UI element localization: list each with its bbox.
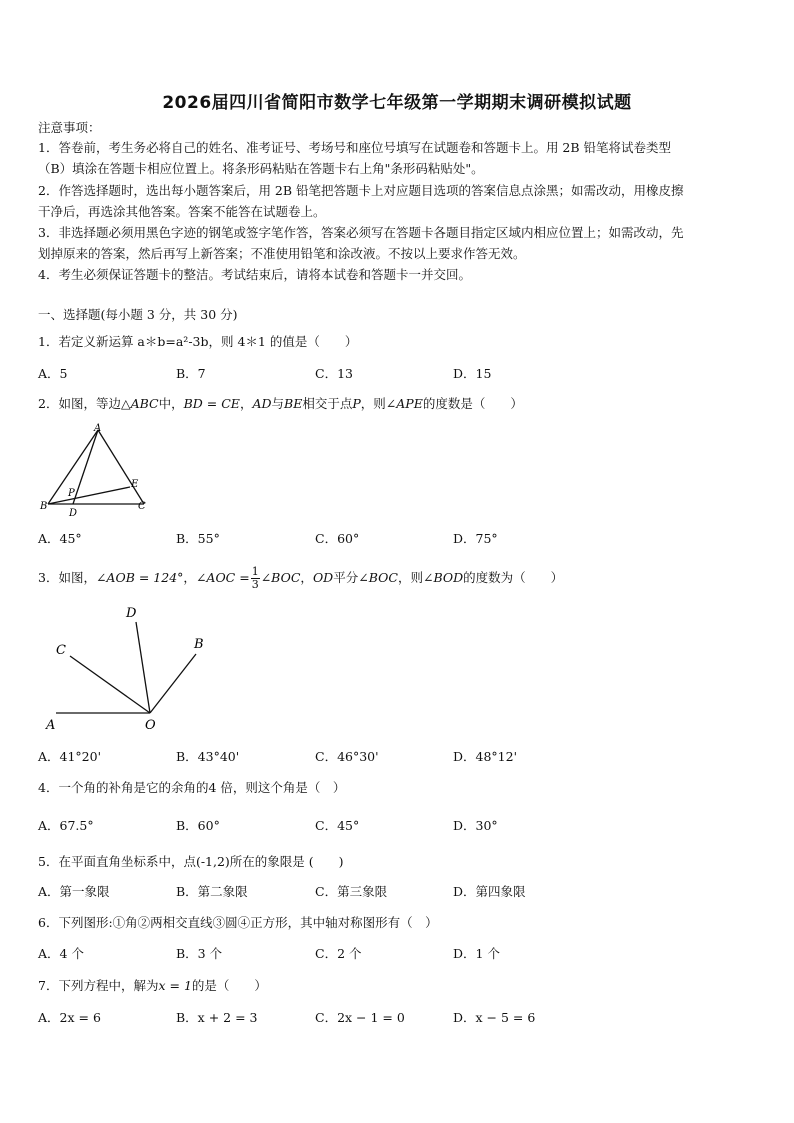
q5-option-a[interactable]: A．第一象限 — [38, 884, 110, 899]
q6-option-d[interactable]: D．1 个 — [453, 946, 500, 961]
stem-text: ，则 — [397, 570, 423, 585]
stem-math: ∠BOC — [260, 570, 301, 585]
q3-angle-figure — [38, 598, 228, 738]
q6-option-c[interactable]: C．2 个 — [315, 946, 362, 961]
q4-option-d[interactable]: D．30° — [453, 818, 498, 833]
fraction-denominator: 3 — [251, 578, 259, 591]
q2-option-c[interactable]: C．60° — [315, 531, 360, 546]
q2-option-a[interactable]: A．45° — [38, 531, 82, 546]
page-title: 2026届四川省简阳市数学七年级第一学期期末调研模拟试题 — [162, 93, 632, 113]
q1-option-a[interactable]: A．5 — [38, 366, 68, 381]
q1-option-d[interactable]: D．15 — [453, 366, 492, 381]
stem-text: ， — [300, 570, 313, 585]
q3-option-b[interactable]: B．43°40' — [176, 749, 240, 764]
notice-line: 3．非选择题必须用黑色字迹的钢笔或签字笔作答，答案必须写在答题卡各题目指定区域内相应位置上；如需改动，先 — [38, 225, 684, 240]
stem-text: 与 — [271, 396, 285, 411]
notice-line: 干净后，再选涂其他答案。答案不能答在试题卷上。 — [38, 204, 326, 219]
q4-option-a[interactable]: A．67.5° — [38, 818, 94, 833]
question-7-stem — [38, 978, 267, 994]
notice-line: 划掉原来的答案，然后再写上新答案；不准使用铅笔和涂改液。不按以上要求作答无效。 — [38, 246, 526, 261]
label-d: D — [126, 606, 137, 621]
question-2-stem — [38, 396, 523, 412]
notice-line: 1．答卷前，考生务必将自己的姓名、准考证号、考场号和座位号填写在试题卷和答题卡上。用 2B 铅笔将试卷类型 — [38, 140, 672, 155]
q3-option-d[interactable]: D．48°12' — [453, 749, 518, 764]
q7-option-a[interactable]: A．2x = 6 — [38, 1010, 101, 1025]
stem-math: P — [352, 396, 361, 411]
question-5-stem: 5．在平面直角坐标系中，点(-1,2)所在的象限是 ( ) — [38, 854, 344, 869]
label-d: D — [69, 508, 78, 519]
stem-text: 3．如图， — [38, 570, 96, 585]
stem-math: △ABC — [120, 396, 159, 411]
stem-text: 平分 — [333, 570, 359, 585]
stem-text: 7．下列方程中，解为 — [38, 978, 159, 993]
stem-math: x = 1 — [158, 978, 192, 993]
q2-option-b[interactable]: B．55° — [176, 531, 220, 546]
label-o: O — [145, 718, 156, 733]
q7-option-b[interactable]: B．x + 2 = 3 — [176, 1010, 258, 1025]
stem-text: 的度数是（ ） — [422, 396, 523, 411]
q6-option-b[interactable]: B．3 个 — [176, 946, 223, 961]
stem-text: 的是（ ） — [191, 978, 267, 993]
question-4-stem: 4．一个角的补角是它的余角的4 倍，则这个角是（ ） — [38, 780, 346, 795]
label-a: A — [94, 423, 102, 434]
q6-option-a[interactable]: A．4 个 — [38, 946, 84, 961]
section-heading: 一、选择题(每小题 3 分，共 30 分) — [38, 307, 238, 322]
stem-text: ，则 — [360, 396, 386, 411]
stem-math: BE — [284, 396, 303, 411]
stem-math: ∠AOB = 124° — [95, 570, 184, 585]
label-c: C — [138, 501, 146, 512]
q1-option-c[interactable]: C．13 — [315, 366, 353, 381]
fraction-numerator: 1 — [251, 565, 259, 578]
label-a: A — [46, 718, 56, 733]
stem-text: ， — [183, 570, 196, 585]
notice-line: 4．考生必须保证答题卡的整洁。考试结束后，请将本试卷和答题卡一并交回。 — [38, 267, 471, 282]
label-e: E — [131, 479, 139, 490]
q5-option-c[interactable]: C．第三象限 — [315, 884, 388, 899]
q5-option-d[interactable]: D．第四象限 — [453, 884, 526, 899]
q3-option-a[interactable]: A．41°20' — [38, 749, 102, 764]
q1-option-b[interactable]: B．7 — [176, 366, 206, 381]
label-p: P — [68, 488, 75, 499]
notice-line: （B）填涂在答题卡相应位置上。将条形码粘贴在答题卡右上角"条形码粘贴处"。 — [38, 161, 484, 176]
stem-text: 的度数为（ ） — [463, 570, 564, 585]
label-b: B — [194, 637, 204, 652]
label-b: B — [40, 501, 48, 512]
q3-option-c[interactable]: C．46°30' — [315, 749, 379, 764]
stem-math: ∠BOC — [358, 570, 398, 585]
notice-line: 2．作答选择题时，选出每小题答案后，用 2B 铅笔把答题卡上对应题目选项的答案信息点涂黑；如需改动，用橡皮擦 — [38, 183, 684, 198]
q2-triangle-figure — [38, 420, 158, 520]
stem-text: ， — [239, 396, 253, 411]
stem-text: 相交于点 — [302, 396, 353, 411]
label-c: C — [56, 643, 66, 658]
question-3-stem — [38, 566, 563, 591]
fraction — [251, 566, 260, 591]
notice-heading: 注意事项： — [38, 120, 101, 135]
q5-option-b[interactable]: B．第二象限 — [176, 884, 248, 899]
stem-math: ∠AOC = — [195, 570, 250, 585]
q7-option-d[interactable]: D．x − 5 = 6 — [453, 1010, 536, 1025]
stem-math: OD — [312, 570, 334, 585]
q4-option-b[interactable]: B．60° — [176, 818, 220, 833]
question-1-stem: 1．若定义新运算 a＊b=a²-3b，则 4＊1 的值是（ ） — [38, 334, 358, 349]
stem-math: ∠APE — [385, 396, 423, 411]
stem-text: 2．如图，等边 — [38, 396, 121, 411]
q2-option-d[interactable]: D．75° — [453, 531, 498, 546]
q7-option-c[interactable]: C．2x − 1 = 0 — [315, 1010, 405, 1025]
q4-option-c[interactable]: C．45° — [315, 818, 360, 833]
stem-math: AD — [252, 396, 272, 411]
stem-math: ∠BOD — [422, 570, 464, 585]
stem-text: 中， — [158, 396, 184, 411]
stem-math: BD = CE — [183, 396, 240, 411]
question-6-stem: 6．下列图形:①角②两相交直线③圆④正方形，其中轴对称图形有（ ） — [38, 915, 438, 930]
